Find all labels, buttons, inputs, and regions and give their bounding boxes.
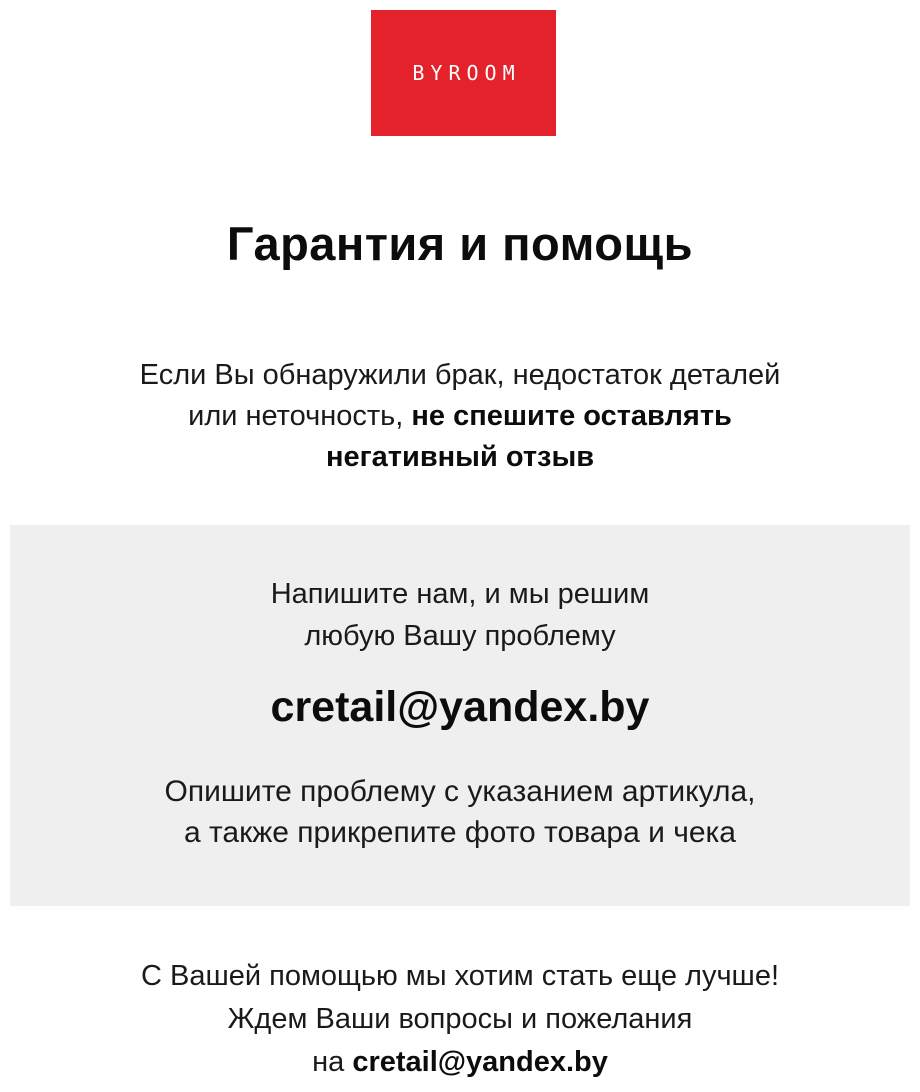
footer-line-1: С Вашей помощью мы хотим стать еще лучше!	[141, 960, 779, 992]
describe-line-2: а также прикрепите фото товара и чека	[183, 816, 736, 849]
logo-text: BYROOM	[412, 61, 521, 85]
write-line-1: Напишите нам, и мы решим	[270, 578, 650, 610]
page-title: Гарантия и помощь	[226, 217, 694, 270]
describe-problem-text	[10, 771, 910, 853]
footer-line-2: Ждем Ваши вопросы и пожелания	[227, 1003, 693, 1035]
write-us-text	[10, 573, 910, 657]
intro-line-2-regular: или неточность,	[188, 400, 412, 432]
footer-line-3	[0, 1041, 920, 1084]
intro-line-2-bold: не спешите оставлять	[411, 400, 732, 432]
byroom-logo	[371, 10, 556, 136]
intro-line-2	[0, 396, 920, 437]
contact-email[interactable]: cretail@yandex.by	[270, 683, 650, 731]
footer-text	[0, 955, 920, 1084]
intro-text	[0, 355, 920, 478]
intro-line-3	[0, 437, 920, 478]
contact-panel	[10, 525, 910, 906]
write-line-2: любую Вашу проблему	[304, 620, 616, 652]
footer-email[interactable]: cretail@yandex.by	[352, 1046, 608, 1078]
footer-line-3-prefix: на	[312, 1046, 353, 1078]
describe-line-1: Опишите проблему с указанием артикула,	[164, 775, 756, 808]
intro-line-3-bold: негативный отзыв	[325, 441, 595, 473]
intro-line-1: Если Вы обнаружили брак, недостаток деталей	[139, 359, 781, 391]
